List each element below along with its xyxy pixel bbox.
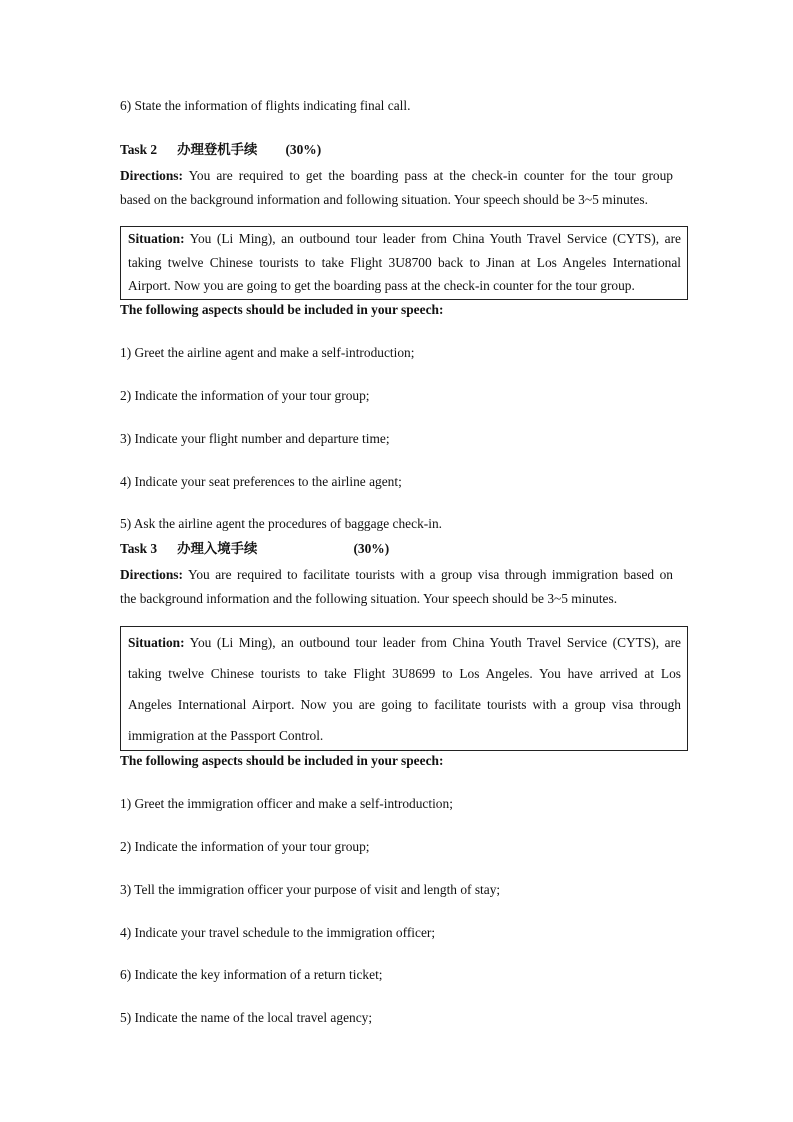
aspects-heading: The following aspects should be included in your speech: (120, 302, 444, 317)
situation-line: Angeles International Airport. Now you are going to facilitate tourists with a group visa through (128, 697, 681, 712)
list-item: 5) Indicate the name of the local travel agency; (120, 1010, 373, 1025)
task-percent: (30%) (353, 541, 390, 556)
situation-box (120, 626, 688, 751)
directions-text: You are required to get the boarding pass at the check-in counter for the tour group (188, 168, 673, 183)
list-item: 3) Indicate your flight number and departure time; (120, 431, 390, 446)
situation-line (128, 636, 681, 649)
situation-line: taking twelve Chinese tourists to take Flight 3U8700 back to Jinan at Los Angeles International (128, 255, 681, 270)
situation-line (128, 232, 681, 245)
situation-label: Situation: (128, 231, 185, 246)
directions-line (120, 568, 673, 581)
situation-label: Situation: (128, 635, 185, 650)
list-item: 2) Indicate the information of your tour group; (120, 839, 370, 854)
list-item: 3) Tell the immigration officer your purpose of visit and length of stay; (120, 882, 501, 897)
list-item: 1) Greet the immigration officer and make a self-introduction; (120, 796, 453, 811)
situation-line: taking twelve Chinese tourists to take Flight 3U8699 to Los Angeles. You have arrived at Los (128, 666, 681, 681)
list-item: 4) Indicate your travel schedule to the immigration officer; (120, 925, 436, 940)
situation-text: You (Li Ming), an outbound tour leader from China Youth Travel Service (CYTS), are (189, 231, 681, 246)
list-item: 5) Ask the airline agent the procedures of baggage check-in. (120, 516, 442, 531)
list-item: 6) State the information of flights indicating final call. (120, 98, 411, 113)
situation-text: You (Li Ming), an outbound tour leader from China Youth Travel Service (CYTS), are (189, 635, 681, 650)
situation-line: Airport. Now you are going to get the boarding pass at the check-in counter for the tour group. (128, 278, 635, 293)
situation-line: immigration at the Passport Control. (128, 728, 324, 743)
directions-line: based on the background information and following situation. Your speech should be 3~5 minutes. (120, 192, 648, 207)
task-percent: (30%) (285, 142, 322, 157)
task2-heading (120, 143, 321, 156)
directions-label: Directions: (120, 168, 183, 183)
list-item: 1) Greet the airline agent and make a self-introduction; (120, 345, 415, 360)
task-label: Task 2 (120, 142, 158, 157)
directions-line: the background information and the following situation. Your speech should be 3~5 minutes. (120, 591, 618, 606)
list-item: 4) Indicate your seat preferences to the airline agent; (120, 474, 402, 489)
task-title-cn: 办理登机手续 (177, 142, 258, 157)
directions-line (120, 169, 673, 182)
directions-text: You are required to facilitate tourists with a group visa through immigration based on (187, 567, 673, 582)
list-item: 2) Indicate the information of your tour group; (120, 388, 370, 403)
task-title-cn: 办理入境手续 (177, 541, 258, 556)
task-label: Task 3 (120, 541, 158, 556)
aspects-heading: The following aspects should be included in your speech: (120, 753, 444, 768)
list-item: 6) Indicate the key information of a return ticket; (120, 967, 383, 982)
directions-label: Directions: (120, 567, 183, 582)
situation-box (120, 226, 688, 300)
task3-heading (120, 542, 389, 555)
